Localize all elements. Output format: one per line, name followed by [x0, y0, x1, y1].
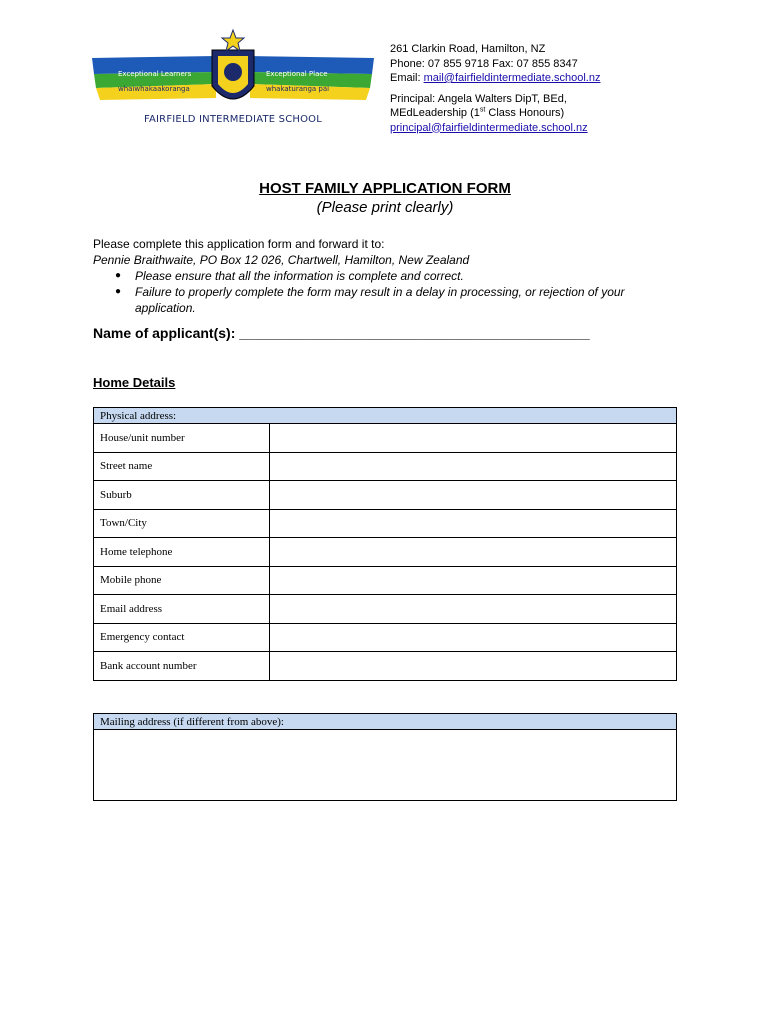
mailing-address-input[interactable]: [94, 730, 677, 801]
table-row: [94, 481, 677, 510]
mailing-address-table: [93, 713, 677, 801]
table-row: [94, 623, 677, 652]
motto-right-top: Exceptional Place: [266, 70, 328, 78]
motto-right-bottom: whakaturanga pai: [266, 85, 330, 93]
table-row: [94, 424, 677, 453]
mobile-phone-input[interactable]: [270, 566, 677, 595]
contact-block: [390, 42, 750, 135]
field-label: Street name: [94, 452, 270, 481]
instruction-bullet: ● Please ensure that all the information is complete and correct.: [135, 268, 683, 284]
emergency-contact-input[interactable]: [270, 623, 677, 652]
field-label: Email address: [94, 595, 270, 624]
title-block: [0, 180, 770, 216]
motto-left-bottom: whaiwhakaakoranga: [118, 85, 190, 93]
principal-line-2: MEdLeadership (1st Class Honours): [390, 106, 565, 119]
instructions: [93, 236, 683, 316]
table-row: [94, 566, 677, 595]
form-subtitle: (Please print clearly): [316, 199, 454, 216]
field-label: Mobile phone: [94, 566, 270, 595]
intro-text: Please complete this application form and forward it to:: [93, 237, 385, 251]
email-line: [390, 71, 750, 86]
table-row: [94, 595, 677, 624]
instruction-bullet: ● Failure to properly complete the form may result in a delay in processing, or rejection of your application.: [135, 284, 683, 316]
suburb-input[interactable]: [270, 481, 677, 510]
phone-fax: Phone: 07 855 9718 Fax: 07 855 8347: [390, 57, 578, 70]
table-row: [94, 652, 677, 681]
table-row: [94, 538, 677, 567]
house-number-input[interactable]: [270, 424, 677, 453]
motto-left-top: Exceptional Learners: [118, 70, 192, 78]
home-telephone-input[interactable]: [270, 538, 677, 567]
physical-address-table: [93, 407, 677, 681]
street-name-input[interactable]: [270, 452, 677, 481]
principal-email-link[interactable]: principal@fairfieldintermediate.school.nz: [390, 121, 588, 134]
school-address: 261 Clarkin Road, Hamilton, NZ: [390, 43, 546, 55]
home-details-heading: Home Details: [93, 375, 176, 390]
school-email-link[interactable]: mail@fairfieldintermediate.school.nz: [423, 72, 601, 84]
field-label: Emergency contact: [94, 623, 270, 652]
field-label: Suburb: [94, 481, 270, 510]
logo-school-name: FAIRFIELD INTERMEDIATE SCHOOL: [143, 114, 323, 125]
form-title: HOST FAMILY APPLICATION FORM: [259, 180, 511, 197]
mailing-address-header: Mailing address (if different from above):: [94, 714, 677, 730]
school-logo: [88, 28, 378, 130]
field-label: Home telephone: [94, 538, 270, 567]
instruction-list: [93, 268, 683, 316]
forward-to-address: Pennie Braithwaite, PO Box 12 026, Chartwell, Hamilton, New Zealand: [93, 253, 470, 267]
bank-account-input[interactable]: [270, 652, 677, 681]
principal-line-1: Principal: Angela Walters DipT, BEd,: [390, 92, 567, 105]
email-address-input[interactable]: [270, 595, 677, 624]
field-label: House/unit number: [94, 424, 270, 453]
field-label: Bank account number: [94, 652, 270, 681]
table-row: [94, 509, 677, 538]
table-row: [94, 452, 677, 481]
town-city-input[interactable]: [270, 509, 677, 538]
applicant-name-field[interactable]: Name of applicant(s): _____________________________________________: [93, 325, 590, 341]
physical-address-header: Physical address:: [94, 408, 677, 424]
field-label: Town/City: [94, 509, 270, 538]
email-label: Email:: [390, 72, 424, 84]
